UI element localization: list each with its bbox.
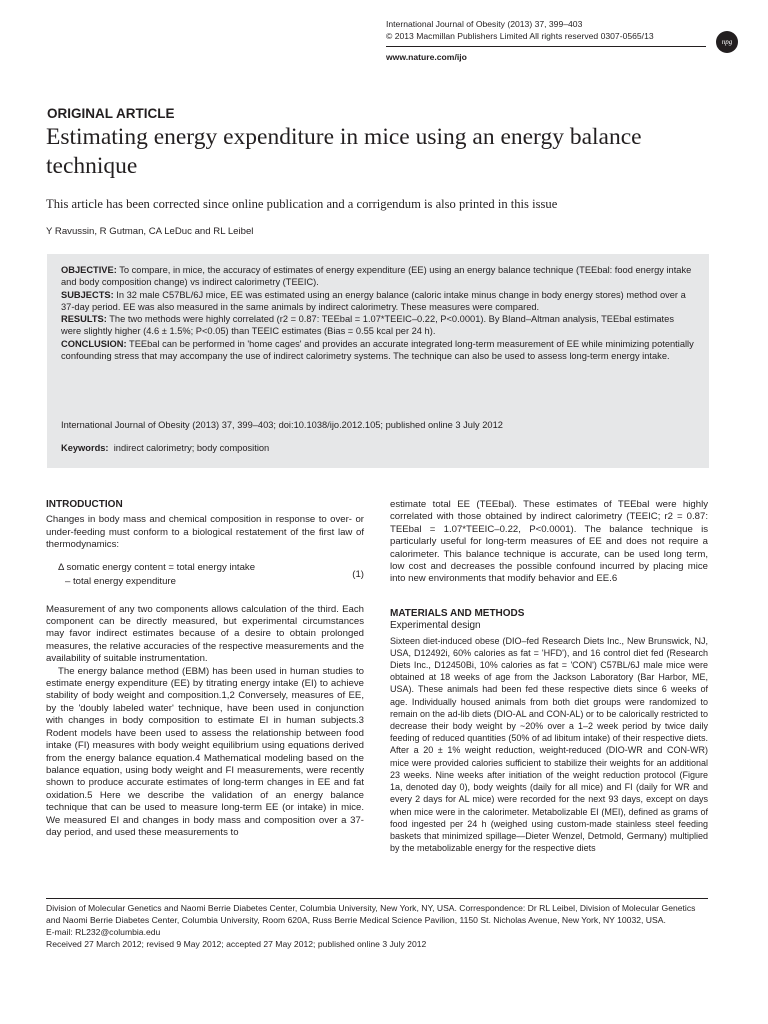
footer-notes bbox=[46, 902, 710, 950]
keywords-line: Keywords: indirect calorimetry; body composition bbox=[61, 443, 270, 453]
correction-note: This article has been corrected since online publication and a corrigendum is also printed in this issue bbox=[46, 197, 558, 211]
methods-heading: MATERIALS AND METHODS bbox=[390, 607, 525, 619]
header-rule bbox=[386, 46, 706, 47]
citation-line: International Journal of Obesity (2013) 37, 399–403; doi:10.1038/ijo.2012.105; published online 3 July 2012 bbox=[61, 420, 503, 430]
equation-line-1: Δ somatic energy content = total energy intake bbox=[58, 561, 256, 573]
copyright-line: © 2013 Macmillan Publishers Limited All rights reserved 0307-0565/13 bbox=[386, 31, 654, 41]
column-left bbox=[46, 499, 364, 839]
equation-1 bbox=[46, 560, 364, 600]
intro-paragraph-continued: estimate total EE (TEEbal). These estimates of TEEbal were highly correlated with those obtained by indirect calorimetry (TEEIC; r2 = 0.87: TEEbal = 1.07*TEEIC–0.22, P<0.0001). The balance technique is particularly useful for long-term measures of EE and does not require a calorimeter. This balance technique is accurate, can be used long term, low cost and decreases the possible confound incurred by placing mice into new environments that modify behavior and EE.6 bbox=[390, 499, 708, 585]
journal-header bbox=[386, 18, 654, 42]
journal-url[interactable]: www.nature.com/ijo bbox=[386, 52, 467, 62]
intro-heading: INTRODUCTION bbox=[46, 499, 123, 510]
abstract-box bbox=[47, 254, 709, 468]
abstract-objective: OBJECTIVE: To compare, in mice, the accuracy of estimates of energy expenditure (EE) using an energy balance technique (TEEbal: food energy intake and body composition change) vs indirect calorimetry (TEEIC). bbox=[61, 265, 692, 288]
methods-subheading: Experimental design bbox=[390, 620, 481, 632]
npg-logo: npg bbox=[716, 31, 738, 53]
footer-rule bbox=[46, 898, 708, 899]
article-type: ORIGINAL ARTICLE bbox=[47, 106, 175, 121]
abstract-subjects: SUBJECTS: In 32 male C57BL/6J mice, EE was estimated using an energy balance (caloric intake minus change in body energy stores) method over a 37-day period. EE was also measured in the same animals by indirect calorimetry. These measures were compared. bbox=[61, 289, 686, 312]
abstract-results: RESULTS: The two methods were highly correlated (r2 = 0.87: TEEbal = 1.07*TEEIC–0.22, P<0.0001). By Bland–Altman analysis, TEEbal estimates were slightly higher (4.6 ± 1.5%; P<0.05) than TEEIC estimates (Bias = 0.55 kcal per 24 h). bbox=[61, 314, 674, 337]
equation-number: (1) bbox=[352, 568, 364, 580]
abstract-conclusion: CONCLUSION: TEEbal can be performed in 'home cages' and provides an accurate integrated long-term measurement of EE while minimizing potentially confounding stress that may accompany the use of indirect calorimetry systems. The technique can also be used to assess long-term energy intake. bbox=[61, 338, 694, 362]
equation-line-2: – total energy expenditure bbox=[65, 575, 176, 587]
column-right bbox=[390, 499, 708, 854]
affiliation-note: Division of Molecular Genetics and Naomi Berrie Diabetes Center, Columbia University, New York, NY, USA. Correspondence: Dr RL Leibel, Division of Molecular Genetics and Naomi Berrie Diabetes Center, Columbia University, Room 620A, Russ Berrie Medical Science Pavilion, 1150 St. Nicholas Avenue, New York, NY 10032, USA. bbox=[46, 903, 696, 925]
email-note[interactable]: E-mail: RL232@columbia.edu bbox=[46, 927, 161, 937]
methods-paragraph: Sixteen diet-induced obese (DIO–fed Research Diets Inc., New Brunswick, NJ, USA, D12492i, 60% calories as fat = 'HFD'), and 16 control diet fed (Research Diets Inc., D12450Bi, 10% calories as fat = 'CON') C57BL/6J male mice were obtained at 18 weeks of age from the Jackson Laboratory (Bar Harbor, ME, USA). These animals had been fed these respective diets since 6 weeks of age. Individually housed animals from both diet groups were randomized to remain on the ad-lib diets (DIO-AL and CON-AL) or to be calorically restricted to decrease their body weight by ~20% over a 1–2 week period by twice daily feeding of reduced quantities (50% of ad libitum intake) of their respective diets. After a 20 ± 1% weight reduction, weight-reduced (DIO-WR and CON-WR) mice were provided calories sufficient to stabilize their weights for an additional 23 weeks. Nine weeks after initiation of the weight reduction protocol (Figure 1a, denoted day 0), body weights (daily for all mice) and FI (daily for WR and every 2 days for AL mice) were recorded for the next 93 days, except on days when mice were in the calorimeter. Metabolizable EI (MEI), defined as grams of food ingested per 24 h (weighed using custom-made stainless steel feeding baskets that minimized spillage—Dieter Wenzel, Detmold, Germany) multiplied by the metabolizable energy for the respective diets bbox=[390, 635, 708, 854]
author-list: Y Ravussin, R Gutman, CA LeDuc and RL Leibel bbox=[46, 226, 254, 237]
article-title: Estimating energy expenditure in mice using an energy balance technique bbox=[46, 124, 642, 179]
intro-paragraph: Changes in body mass and chemical composition in response to over- or under-feeding must conform to a biological restatement of the first law of thermodynamics: bbox=[46, 514, 364, 551]
journal-line: International Journal of Obesity (2013) 37, 399–403 bbox=[386, 19, 583, 29]
received-note: Received 27 March 2012; revised 9 May 2012; accepted 27 May 2012; published online 3 July 2012 bbox=[46, 939, 427, 949]
intro-paragraph: Measurement of any two components allows calculation of the third. Each component can be directly measured, but experimental circumstances may favor indirect estimates because of a desire to obtain prolonged measures, the relative accuracies of the respective measurements and the availability of suitable instrumentation. bbox=[46, 603, 364, 665]
intro-paragraph: The energy balance method (EBM) has been used in human studies to estimate energy expenditure (EE) by titrating energy intake (EI) to achieve stability of body weight and composition.1,2 Conversely, measures of EE, by the 'doubly labeled water' technique, have been used in conjunction with changes in body composition to estimate EI in human subjects.3 Rodent models have been used to assess the relationship between food intake (FI) measures with body weight equilibrium using equations derived from the energy balance equation.4 Mathematical modeling based on the balance equation, using body weight and FI measurements, were recently shown to produce accurate estimates of long-term changes in EE and fat oxidation.5 Here we describe the validation of an energy balance technique that can be used to measure long-term EE (or intake) in mice. We measured EI and changes in body mass and composition over a 37-day period, and used these measurements to bbox=[46, 665, 364, 838]
